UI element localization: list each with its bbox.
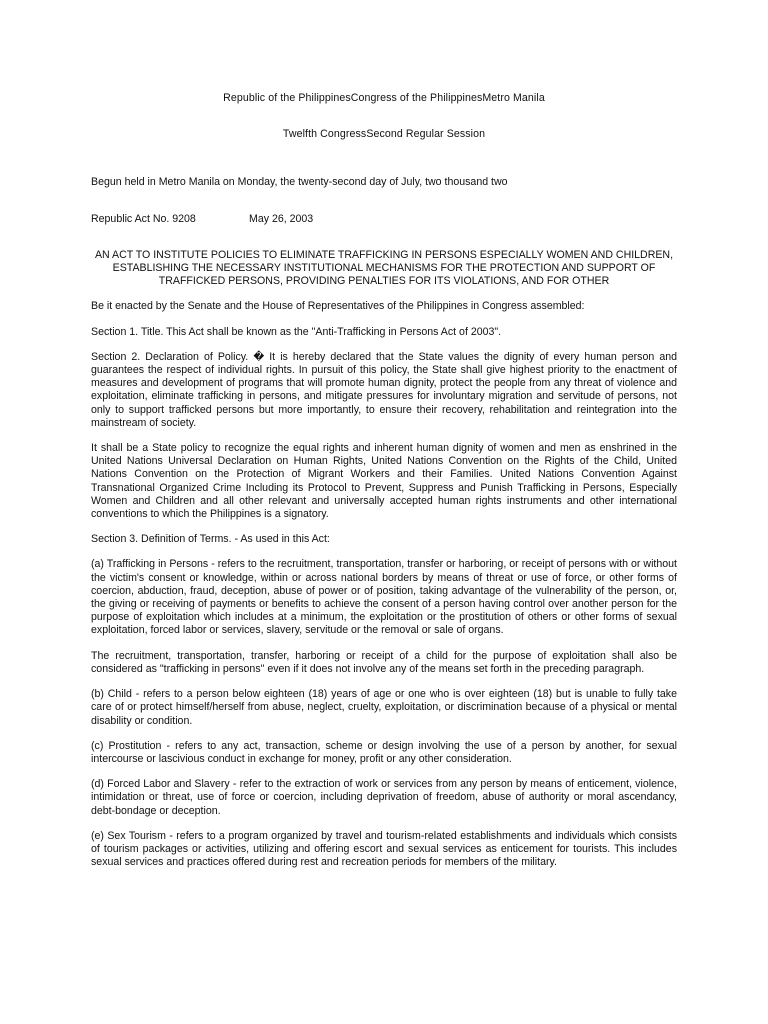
definition-trafficking-child: The recruitment, transportation, transfer, harboring or receipt of a child for the purpose of exploitation shall also be considered as "trafficking in persons" even if it does not involve any of the means set forth in the preceding paragraph.: [91, 649, 677, 675]
definition-trafficking: (a) Trafficking in Persons - refers to the recruitment, transportation, transfer or harboring, or receipt of persons with or without the victim's consent or knowledge, within or across national borders by means of threat or use of force, or other forms of coercion, abduction, fraud, deception, abuse of power or of position, taking advantage of the vulnerability of the person, or, the giving or receiving of payments or benefits to achieve the consent of a person having control over another person for the purpose of exploitation which includes at a minimum, the exploitation or the prostitution of others or other forms of sexual exploitation, forced labor or services, slavery, servitude or the removal or sale of organs.: [91, 558, 677, 637]
definition-child: (b) Child - refers to a person below eighteen (18) years of age or one who is over eighteen (18) but is unable to fully take care of or protect himself/herself from abuse, neglect, cruelty, exploitation, or discrimination because of a physical or mental disability or condition.: [91, 688, 677, 727]
section-1-title: Section 1. Title. This Act shall be known as the "Anti-Trafficking in Persons Act of 2003".: [91, 325, 502, 338]
begun-statement: Begun held in Metro Manila on Monday, the twenty-second day of July, two thousand two: [91, 176, 508, 189]
state-policy-paragraph: It shall be a State policy to recognize the equal rights and inherent human dignity of women and men as enshrined in the United Nations Universal Declaration on Human Rights, United Nations Convention on the Rights of the Child, United Nations Convention on the Protection of Migrant Workers and their Families. United Nations Convention Against Transnational Organized Crime Including its Protocol to Prevent, Suppress and Punish Trafficking in Persons, Especially Women and Children and all other relevant and universally accepted human rights instruments and other international conventions to which the Philippines is a signatory.: [91, 442, 677, 521]
act-number-row: [91, 213, 677, 226]
act-title: AN ACT TO INSTITUTE POLICIES TO ELIMINATE TRAFFICKING IN PERSONS ESPECIALLY WOMEN AND CHILDREN, ESTABLISHING THE NECESSARY INSTITUTIONAL MECHANISMS FOR THE PROTECTION AND SUPPORT OF TRAFFICKED PERSONS, PROVIDING PENALTIES FOR ITS VIOLATIONS, AND FOR OTHER: [94, 248, 674, 288]
definition-sex-tourism: (e) Sex Tourism - refers to a program organized by travel and tourism-related establishments and individuals which consists of tourism packages or activities, utilizing and offering escort and sexual services as enticement for tourists. This includes sexual services and practices offered during rest and recreation periods for members of the military.: [91, 829, 677, 869]
definition-prostitution: (c) Prostitution - refers to any act, transaction, scheme or design involving the use of a person by another, for sexual intercourse or lascivious conduct in exchange for money, profit or any other consideration.: [91, 739, 677, 765]
act-number: Republic Act No. 9208: [91, 212, 196, 225]
enacting-clause: Be it enacted by the Senate and the House of Representatives of the Philippines in Congress assembled:: [91, 300, 585, 313]
document-page: [91, 92, 677, 881]
header-line-session: Twelfth CongressSecond Regular Session: [282, 128, 486, 141]
definition-forced-labor: (d) Forced Labor and Slavery - refer to the extraction of work or services from any person by means of enticement, violence, intimidation or threat, use of force or coercion, including deprivation of freedom, abuse of authority or moral ascendancy, debt-bondage or deception.: [91, 778, 677, 817]
section-2-policy: Section 2. Declaration of Policy. � It is hereby declared that the State values the dignity of every human person and guarantees the respect of individual rights. In pursuit of this policy, the State shall give highest priority to the enactment of measures and development of programs that will promote human dignity, protect the people from any threat of violence and exploitation, eliminate trafficking in persons, and mitigate pressures for involuntary migration and servitude of persons, not only to support trafficked persons but more importantly, to ensure their recovery, rehabilitation and reintegration into the mainstream of society.: [91, 350, 677, 429]
act-date: May 26, 2003: [249, 212, 314, 225]
header-line-republic: Republic of the PhilippinesCongress of the PhilippinesMetro Manila: [223, 92, 545, 104]
section-3-definitions: Section 3. Definition of Terms. - As used in this Act:: [91, 533, 330, 546]
